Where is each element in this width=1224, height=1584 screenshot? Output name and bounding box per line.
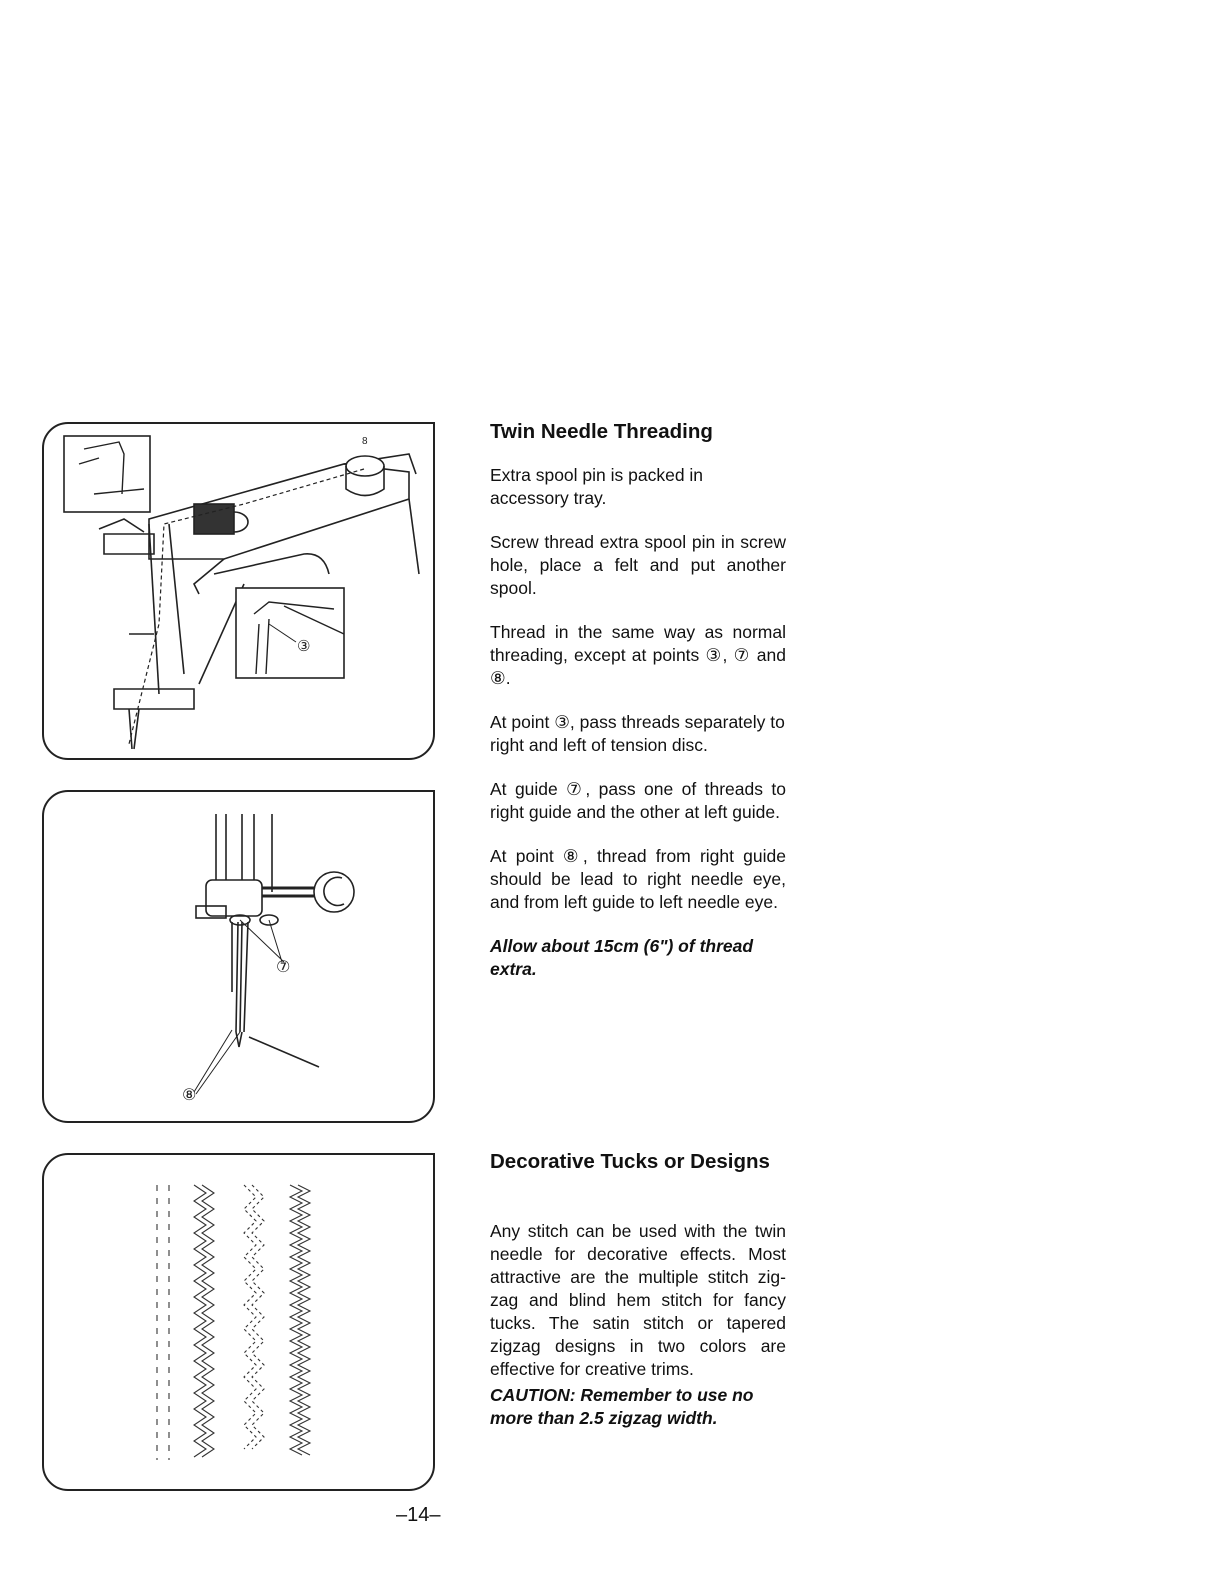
decorative-heading: Decorative Tucks or Designs xyxy=(490,1150,770,1173)
twin-p2: Screw thread extra spool pin in screw hole, place a felt and put another spool. xyxy=(490,532,786,598)
figure-stitch-samples xyxy=(42,1153,435,1491)
callout-needle-8: ⑧ xyxy=(182,1085,197,1104)
page-number: –14– xyxy=(396,1504,441,1526)
twin-needle-section xyxy=(490,420,786,981)
callout-point-3: ③ xyxy=(297,637,311,655)
decorative-section xyxy=(490,1150,786,1430)
twin-note: Allow about 15cm (6") of thread extra. xyxy=(490,936,754,979)
spool-label: 8 xyxy=(362,436,368,447)
twin-needle-heading: Twin Needle Threading xyxy=(490,420,713,443)
twin-p4: At point ③, pass threads separately to right and left of tension disc. xyxy=(490,712,785,755)
twin-p6: At point ⑧, thread from right guide should be lead to right needle eye, and from left guide to left needle eye. xyxy=(490,846,786,912)
machine-top-illustration xyxy=(44,424,435,760)
figure-machine-top xyxy=(42,422,435,760)
twin-p1: Extra spool pin is packed in accessory tray. xyxy=(490,465,704,508)
figure-needle-closeup xyxy=(42,790,435,1123)
twin-p3: Thread in the same way as normal threading, except at points ③, ⑦ and ⑧. xyxy=(490,622,786,688)
needle-closeup-illustration xyxy=(44,792,435,1123)
twin-p5: At guide ⑦, pass one of threads to right guide and the other at left guide. xyxy=(490,779,786,822)
decorative-body: Any stitch can be used with the twin needle for decorative effects. Most attractive are the multiple stitch zig-zag and blind hem stitch for fancy tucks. The satin stitch or tapered zigzag designs in two colors are effective for creative trims. xyxy=(490,1221,786,1379)
decorative-caution: CAUTION: Remember to use no more than 2.5 zigzag width. xyxy=(490,1385,754,1428)
stitch-samples-illustration xyxy=(44,1155,435,1491)
callout-guide-7: ⑦ xyxy=(276,957,291,976)
